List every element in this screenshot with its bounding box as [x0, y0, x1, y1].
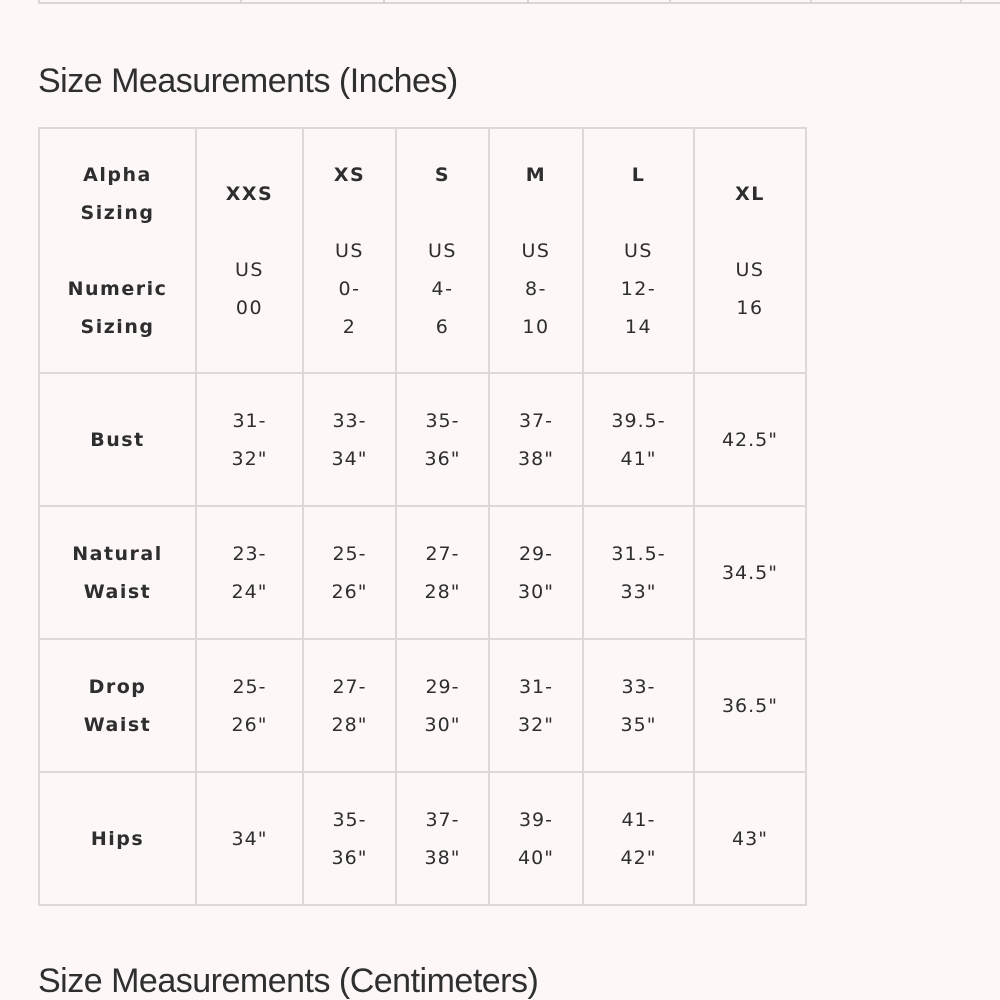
- cell-text-line: 37-: [518, 409, 554, 432]
- numeric-size: 8-: [525, 277, 547, 300]
- cell-text-line: 42.5": [721, 428, 779, 451]
- cell-text-line: 27-: [425, 542, 460, 565]
- numeric-size: US: [521, 239, 551, 262]
- size-header-l: [583, 128, 694, 373]
- cell-text-line: 31-: [518, 675, 554, 698]
- numeric-size: 4-: [431, 277, 454, 300]
- cell-text-line: 32": [518, 713, 554, 736]
- measurement-cell: [196, 772, 303, 905]
- size-measurements-inches-table: [38, 127, 807, 906]
- cell-text-line: Drop: [88, 675, 147, 698]
- cell-text-line: 33-: [332, 409, 367, 432]
- cell-text-line: 23-: [232, 542, 267, 565]
- cell-text-line: 43": [732, 827, 768, 850]
- cell-text-line: 24": [231, 580, 268, 603]
- cell-text-line: 39.5-: [611, 409, 666, 432]
- cell-text-line: 35-: [332, 808, 367, 831]
- table-row: [39, 772, 806, 905]
- cell-text-line: 34.5": [721, 561, 779, 584]
- table-row: [39, 373, 806, 506]
- cell-text-line: 42": [620, 846, 657, 869]
- alpha-size: XL: [735, 182, 765, 205]
- measurement-cell: [694, 639, 806, 772]
- measurement-cell: [489, 772, 583, 905]
- cell-text-line: Bust: [90, 428, 145, 451]
- cell-text-line: 39-: [518, 808, 554, 831]
- cell-text-line: 33-: [621, 675, 656, 698]
- previous-table-bottom-edge: [38, 0, 1000, 4]
- section-title-inches: Size Measurements (Inches): [38, 62, 458, 100]
- cell-text-line: 34": [231, 827, 268, 850]
- cell-text-line: 37-: [425, 808, 460, 831]
- numeric-size: 16: [736, 296, 764, 319]
- numeric-size: US: [735, 258, 765, 281]
- cell-text-line: Natural: [72, 542, 163, 565]
- alpha-sizing-label: Alpha: [83, 163, 152, 186]
- measurement-cell: [303, 373, 396, 506]
- cell-text-line: 41": [620, 447, 657, 470]
- cell-text-line: 30": [424, 713, 461, 736]
- size-header-xxs: [196, 128, 303, 373]
- measurement-cell: [303, 772, 396, 905]
- numeric-size: US: [335, 239, 364, 262]
- numeric-size: 0-: [338, 277, 361, 300]
- measurement-cell: [694, 506, 806, 639]
- numeric-sizing-label: Numeric: [67, 277, 168, 300]
- size-header-m: [489, 128, 583, 373]
- table-row: [39, 506, 806, 639]
- size-header-xs: [303, 128, 396, 373]
- measurement-cell: [196, 373, 303, 506]
- measurement-cell: [196, 506, 303, 639]
- measurement-cell: [583, 772, 694, 905]
- cell-text-line: 40": [518, 846, 554, 869]
- cell-text-line: 36.5": [721, 694, 779, 717]
- row-label-cell: [39, 772, 196, 905]
- cell-text-line: 30": [518, 580, 554, 603]
- alpha-sizing-label: Sizing: [80, 201, 155, 224]
- numeric-size: 6: [435, 315, 450, 338]
- numeric-size: 00: [235, 296, 264, 319]
- cell-text-line: Waist: [83, 580, 152, 603]
- numeric-size: US: [428, 239, 457, 262]
- measurement-cell: [396, 373, 489, 506]
- cell-text-line: 25-: [232, 675, 267, 698]
- alpha-size: S: [434, 163, 451, 186]
- cell-text-line: 28": [331, 713, 368, 736]
- numeric-size: 14: [624, 315, 653, 338]
- alpha-size: XS: [333, 163, 366, 186]
- numeric-sizing-label: Sizing: [80, 315, 155, 338]
- cell-text-line: Hips: [90, 827, 145, 850]
- cell-text-line: 35-: [425, 409, 460, 432]
- cell-text-line: 31-: [232, 409, 267, 432]
- measurement-cell: [489, 639, 583, 772]
- cell-text-line: 28": [424, 580, 461, 603]
- cell-text-line: 31.5-: [611, 542, 666, 565]
- table-row: [39, 639, 806, 772]
- measurement-cell: [396, 506, 489, 639]
- cell-text-line: 25-: [332, 542, 367, 565]
- cell-text-line: 26": [231, 713, 268, 736]
- numeric-size: US: [235, 258, 264, 281]
- cell-text-line: 41-: [621, 808, 656, 831]
- numeric-size: US: [624, 239, 653, 262]
- cell-text-line: 36": [331, 846, 368, 869]
- section-title-centimeters: Size Measurements (Centimeters): [38, 962, 539, 1000]
- numeric-size: 10: [522, 315, 550, 338]
- measurement-cell: [303, 506, 396, 639]
- header-row: [39, 128, 806, 373]
- measurement-cell: [303, 639, 396, 772]
- cell-text-line: 38": [518, 447, 554, 470]
- measurement-cell: [583, 373, 694, 506]
- cell-text-line: Waist: [83, 713, 152, 736]
- measurement-cell: [489, 506, 583, 639]
- numeric-size: 12-: [620, 277, 657, 300]
- measurement-cell: [694, 373, 806, 506]
- cell-text-line: 38": [424, 846, 461, 869]
- measurement-cell: [396, 772, 489, 905]
- cell-text-line: 29-: [425, 675, 460, 698]
- cell-text-line: 35": [620, 713, 657, 736]
- measurement-cell: [489, 373, 583, 506]
- measurement-cell: [583, 506, 694, 639]
- size-header-xl: [694, 128, 806, 373]
- cell-text-line: 36": [424, 447, 461, 470]
- measurement-cell: [396, 639, 489, 772]
- row-label-cell: [39, 639, 196, 772]
- cell-text-line: 34": [331, 447, 368, 470]
- cell-text-line: 27-: [332, 675, 367, 698]
- measurement-cell: [694, 772, 806, 905]
- numeric-size: 2: [342, 315, 357, 338]
- size-header-s: [396, 128, 489, 373]
- measurement-cell: [196, 639, 303, 772]
- alpha-size: XXS: [225, 182, 274, 205]
- alpha-size: M: [525, 163, 547, 186]
- header-label-cell: [39, 128, 196, 373]
- alpha-size: L: [631, 163, 646, 186]
- cell-text-line: 26": [331, 580, 368, 603]
- measurement-cell: [583, 639, 694, 772]
- row-label-cell: [39, 373, 196, 506]
- cell-text-line: 33": [620, 580, 657, 603]
- cell-text-line: 29-: [518, 542, 554, 565]
- row-label-cell: [39, 506, 196, 639]
- cell-text-line: 32": [231, 447, 268, 470]
